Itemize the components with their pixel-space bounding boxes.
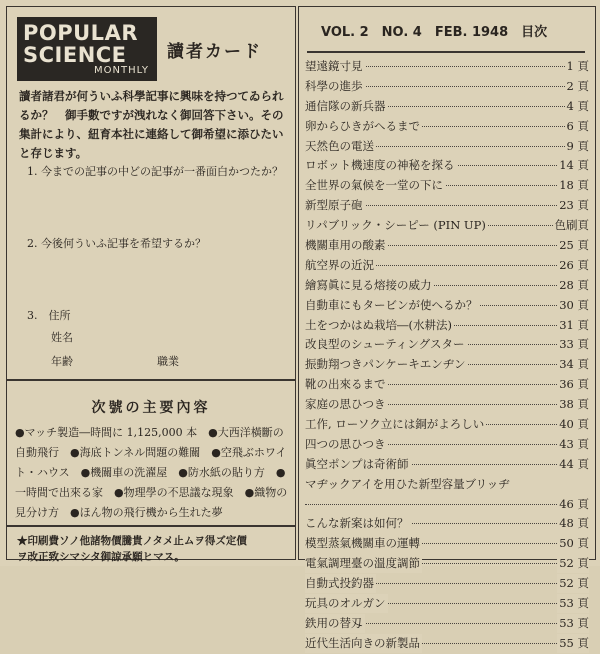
toc-entry — [305, 117, 589, 137]
toc-entry-page: 50 頁 — [557, 534, 589, 553]
toc-entry-title: 工作, ローソク立には銅がよろしい — [305, 415, 486, 434]
toc-entry-page: 38 頁 — [557, 395, 589, 414]
toc-entry-title: 科學の進歩 — [305, 77, 365, 96]
toc-entry-title: 望遠鏡寸見 — [305, 57, 365, 76]
toc-entry — [305, 355, 589, 375]
toc-entry — [305, 216, 589, 236]
toc-entry — [305, 156, 589, 176]
toc-entry-title: 近代生活向きの新製品 — [305, 634, 422, 653]
toc-entry-page: 30 頁 — [557, 296, 589, 315]
toc-entry-title: 航空界の近況 — [305, 256, 376, 275]
toc-entry — [305, 176, 589, 196]
toc-entry — [305, 614, 589, 634]
toc-entry-title: 自動式投釣器 — [305, 574, 376, 593]
age-label: 年齢 — [51, 355, 73, 368]
toc-entry-title: ロボット機速度の神秘を探る — [305, 156, 457, 175]
toc-entry-page: 23 頁 — [557, 196, 589, 215]
toc-entry-title: 繪寫眞に見る熔接の威力 — [305, 276, 434, 295]
toc-entry-page: 28 頁 — [557, 276, 589, 295]
toc-entry-page: 43 頁 — [557, 435, 589, 454]
table-of-contents-panel — [298, 6, 596, 650]
toc-entry-page: 1 頁 — [565, 57, 589, 76]
toc-entry-title: 玩具のオルガン — [305, 594, 388, 613]
toc-entry-title: 振動翔つきパンケーキエンヂン — [305, 355, 468, 374]
toc-entry-page: 33 頁 — [557, 335, 589, 354]
occupation-label: 職業 — [157, 355, 179, 368]
toc-entry — [305, 574, 589, 594]
question-1: 1. 今までの記事の中どの記事が一番面白かつたか？ — [27, 165, 283, 178]
toc-entry — [305, 97, 589, 117]
next-issue-contents: ●マッチ製造―時間に 1,125,000 本 ●大西洋橫斷の自動飛行 ●海底トンネル問題の難關 ●空飛ぶホワイト・ハウス ●機關車の洗濯屋 ●防水紙の貼り方 ●一時間で出來る家 ●物理學の不思議な現象 ●織物の見分け方 ●ほん物の飛行機から生れた夢 — [15, 426, 288, 519]
toc-entry — [305, 196, 589, 216]
toc-entry-page: 53 頁 — [557, 594, 589, 613]
toc-entry-page: 55 頁 — [557, 634, 589, 653]
toc-entry-title: 自動車にもタービンが使へるか？ — [305, 296, 480, 315]
toc-entry — [305, 296, 589, 316]
toc-entry-title: 卵からひきがへるまで — [305, 117, 422, 136]
notice-line-1: ★印刷費ソノ他諸物價騰貴ノタメ止ムヲ得ズ定價 — [17, 535, 247, 547]
toc-entry-page: 25 頁 — [557, 236, 589, 255]
toc-entry — [305, 335, 589, 355]
toc-entry — [305, 375, 589, 395]
name-label: 姓名 — [51, 331, 73, 344]
toc-entry-page: 52 頁 — [557, 574, 589, 593]
issue-header: VOL. 2 NO. 4 FEB. 1948 目次 — [321, 25, 548, 40]
toc-entry-title: 眞空ポンプは奇術師 — [305, 455, 411, 474]
toc-entry — [305, 634, 589, 654]
toc-entry-page: 18 頁 — [557, 176, 589, 195]
reader-card-panel — [6, 6, 296, 563]
toc-entry-page: 14 頁 — [557, 156, 589, 175]
toc-entry — [305, 395, 589, 415]
toc-entry-title: 模型蒸氣機關車の運轉 — [305, 534, 422, 553]
card-intro: 讀者諸君が何ういふ科學記事に興味を持つてゐられるか？ 御手數ですが洩れなく御回答下さい。その集計により、紐育本社に連絡して御希望に添ひたいと存じます。 — [19, 89, 284, 160]
toc-entry-page: 40 頁 — [557, 415, 589, 434]
toc-entry — [305, 554, 589, 574]
toc-entry-page: 2 頁 — [565, 77, 589, 96]
logo-line-2: SCIENCE — [23, 43, 127, 67]
toc-entry-page: 53 頁 — [557, 614, 589, 633]
toc-entry — [305, 495, 589, 515]
notice-divider — [7, 525, 295, 527]
address-label: 3. 住所 — [27, 309, 71, 322]
toc-entry-title: 新型原子砲 — [305, 196, 365, 215]
next-issue-title: 次號の主要內容 — [91, 400, 211, 416]
toc-entry-title: リパブリック・シーピー (PIN UP) — [305, 216, 488, 235]
toc-entry-page: 52 頁 — [557, 554, 589, 573]
toc-entry-page: 36 頁 — [557, 375, 589, 394]
toc-header-rule — [307, 51, 585, 53]
toc-entry-title: 通信隊の新兵器 — [305, 97, 388, 116]
toc-entry — [305, 57, 589, 77]
toc-entry-title: 靴の出來るまで — [305, 375, 388, 394]
toc-entry-title: 土をつかはぬ栽培―(水耕法) — [305, 316, 454, 335]
toc-entry — [305, 475, 589, 495]
toc-entry-title: こんな新案は如何？ — [305, 514, 411, 533]
notice-line-2: ヲ改正致シマシタ御諒承願ヒマス。 — [17, 551, 185, 563]
logo-line-1: POPULAR — [23, 21, 138, 45]
toc-entry-title: 機關車用の酸素 — [305, 236, 388, 255]
toc-entry-title: 家庭の思ひつき — [305, 395, 388, 414]
toc-entry-title: マヂックアイを用ひた新型容量ブリッヂ — [305, 475, 512, 494]
toc-entry-page: 46 頁 — [557, 495, 589, 514]
toc-entry-page: 31 頁 — [557, 316, 589, 335]
toc-entry-title: 天然色の電送 — [305, 137, 376, 156]
toc-entry-page: 44 頁 — [557, 455, 589, 474]
section-divider — [7, 379, 295, 381]
toc-entry — [305, 415, 589, 435]
toc-entry — [305, 514, 589, 534]
card-title: 讀者カード — [167, 42, 262, 62]
toc-entry — [305, 77, 589, 97]
question-2: 2. 今後何ういふ記事を希望するか？ — [27, 237, 206, 250]
toc-entry-page: 6 頁 — [565, 117, 589, 136]
toc-entry-title: 電氣調理臺の溫度調節 — [305, 554, 422, 573]
toc-entry-page: 26 頁 — [557, 256, 589, 275]
toc-entry — [305, 455, 589, 475]
logo-line-3: MONTHLY — [94, 65, 149, 76]
toc-entry — [305, 276, 589, 296]
toc-entry-page: 色刷頁 — [553, 216, 590, 235]
toc-entry — [305, 137, 589, 157]
toc-entry-page: 9 頁 — [565, 137, 589, 156]
toc-entry-title: 四つの思ひつき — [305, 435, 388, 454]
toc-entry-page: 4 頁 — [565, 97, 589, 116]
toc-entry-title: 改良型のシューティングスター — [305, 335, 467, 354]
magazine-logo — [17, 17, 157, 81]
toc-entry — [305, 435, 589, 455]
toc-entry-title: 鉄用の替刄 — [305, 614, 365, 633]
toc-entry-page: 34 頁 — [557, 355, 589, 374]
toc-entry — [305, 594, 589, 614]
toc-entry — [305, 316, 589, 336]
toc-leader-dots — [305, 504, 589, 505]
toc-list — [305, 57, 589, 654]
toc-entry — [305, 534, 589, 554]
toc-entry — [305, 236, 589, 256]
toc-entry-title: 全世界の氣候を一堂の下に — [305, 176, 445, 195]
toc-entry — [305, 256, 589, 276]
toc-entry-page: 48 頁 — [557, 514, 589, 533]
